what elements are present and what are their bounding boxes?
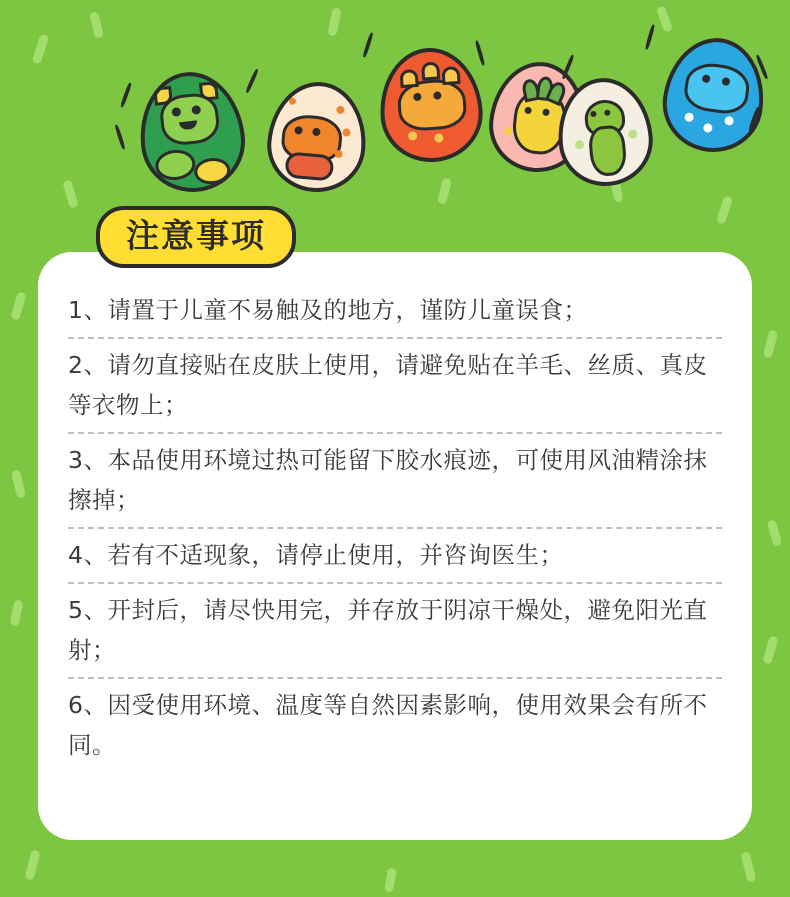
notice-card	[38, 252, 752, 840]
confetti-dash	[25, 849, 41, 880]
divider	[68, 677, 722, 679]
egg-green-dinosaur	[134, 67, 250, 197]
egg-orange-stegosaurus	[376, 45, 486, 166]
divider	[68, 582, 722, 584]
egg-row	[0, 20, 790, 170]
motion-mark	[474, 40, 485, 66]
confetti-dash	[741, 851, 757, 882]
confetti-dash	[10, 291, 26, 320]
page-title: 注意事项	[126, 216, 266, 255]
motion-mark	[114, 124, 126, 150]
notice-item-4: 4、若有不适现象，请停止使用，并咨询医生；	[68, 541, 564, 569]
confetti-dash	[11, 469, 27, 498]
list-item	[68, 440, 722, 529]
egg-cream-green-dino	[553, 74, 656, 190]
confetti-dash	[9, 599, 23, 626]
notice-title-badge	[96, 206, 296, 268]
motion-mark	[362, 32, 374, 58]
notice-list	[68, 290, 722, 765]
egg-green-dinosaur-art	[138, 71, 245, 192]
motion-mark	[120, 82, 133, 108]
egg-cream-triceratops-art	[268, 82, 367, 191]
list-item	[68, 535, 722, 584]
confetti-dash	[763, 329, 779, 358]
motion-mark	[245, 68, 259, 93]
confetti-dash	[762, 635, 778, 664]
divider	[68, 337, 722, 339]
list-item	[68, 685, 722, 765]
divider	[68, 432, 722, 434]
notice-item-2: 2、请勿直接贴在皮肤上使用，请避免贴在羊毛、丝质、真皮等衣物上；	[68, 351, 708, 419]
list-item	[68, 590, 722, 679]
egg-blue-dinosaur-art	[661, 36, 767, 154]
egg-cream-triceratops	[263, 78, 370, 196]
list-item	[68, 290, 722, 339]
notice-item-1: 1、请置于儿童不易触及的地方，谨防儿童误食；	[68, 296, 588, 324]
egg-orange-stegosaurus-art	[380, 49, 481, 161]
confetti-dash	[716, 195, 733, 224]
egg-blue-dinosaur	[657, 32, 772, 159]
list-item	[68, 345, 722, 434]
divider	[68, 527, 722, 529]
confetti-dash	[62, 179, 78, 208]
notice-item-5: 5、开封后，请尽快用完，并存放于阴凉干燥处，避免阳光直射；	[68, 596, 708, 664]
confetti-dash	[437, 177, 452, 204]
notice-item-6: 6、因受使用环境、温度等自然因素影响，使用效果会有所不同。	[68, 691, 708, 759]
egg-cream-green-dino-art	[558, 78, 652, 185]
notice-item-3: 3、本品使用环境过热可能留下胶水痕迹，可使用风油精涂抹擦掉；	[68, 446, 708, 514]
confetti-dash	[767, 519, 783, 546]
confetti-dash	[384, 867, 397, 892]
motion-mark	[644, 24, 655, 50]
